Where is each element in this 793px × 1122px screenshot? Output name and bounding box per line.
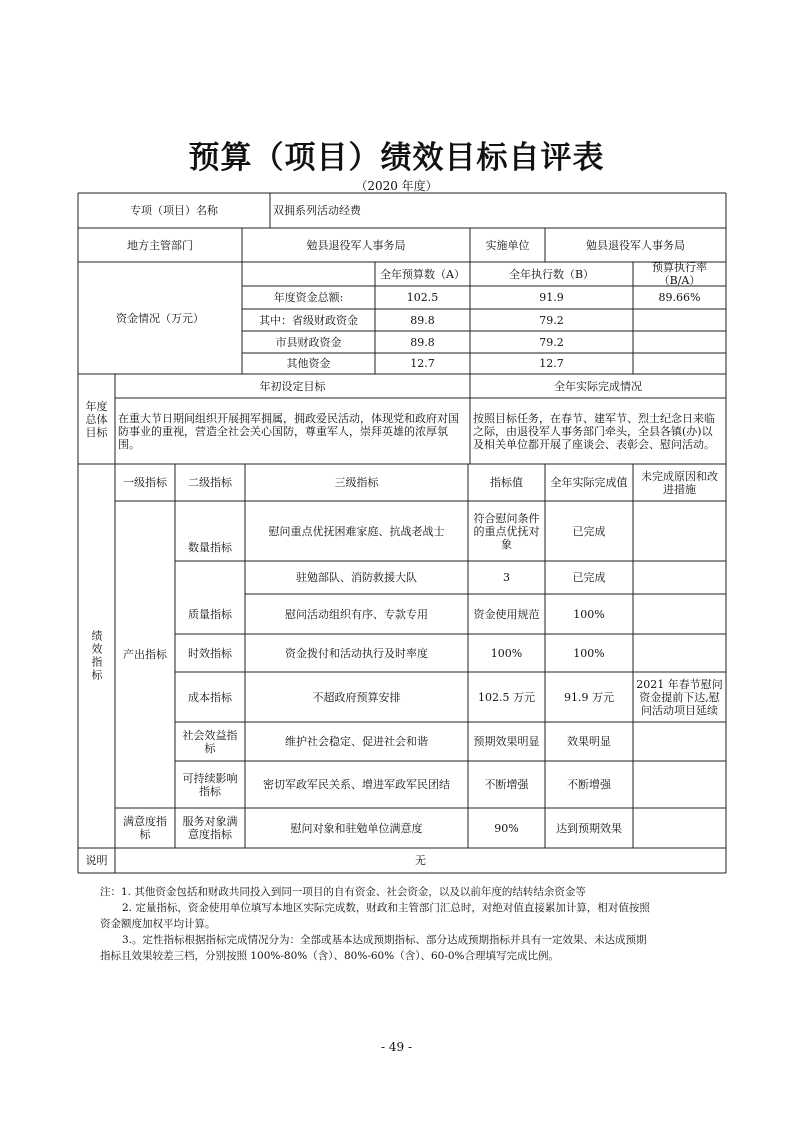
perf-row-l3: 资金拨付和活动执行及时率度 bbox=[285, 646, 428, 660]
perf-row-target: 3 bbox=[503, 571, 510, 584]
note-2-cont: 资金额度加权平均计算。 bbox=[100, 918, 216, 930]
perf-row-reason bbox=[633, 501, 726, 561]
perf-l1-satisfaction: 满意度指标 bbox=[123, 815, 167, 841]
perf-row-l2: 可持续影响指标 bbox=[182, 771, 238, 798]
perf-row-actual: 100% bbox=[573, 646, 605, 660]
perf-row-reason bbox=[633, 594, 726, 634]
goals-done-text: 按照目标任务，在春节、建军节、烈士纪念日来临之际，由退役军人事务部门牵头，全县各镇(办)以及相关单位都开展了座谈会、表彰会、慰问活动。 bbox=[473, 411, 715, 451]
perf-row-target: 资金使用规范 bbox=[473, 607, 540, 621]
funds-row-budget: 89.8 bbox=[410, 335, 435, 349]
perf-l1-output: 产出指标 bbox=[123, 648, 167, 661]
perf-row-actual: 不断增强 bbox=[567, 778, 611, 791]
perf-h-reason: 未完成原因和改进措施 bbox=[641, 469, 718, 496]
funds-row-rate bbox=[633, 353, 726, 374]
perf-h-target: 指标值 bbox=[490, 476, 523, 489]
funds-row-exec: 79.2 bbox=[539, 313, 564, 327]
perf-row-l2: 社会效益指标 bbox=[182, 728, 238, 755]
perf-row-l2: 数量指标 bbox=[188, 541, 232, 554]
perf-row-actual: 100% bbox=[573, 607, 605, 621]
funds-row-name: 年度资金总额: bbox=[273, 291, 344, 304]
perf-row-target: 102.5 万元 bbox=[478, 690, 535, 704]
dept-label: 地方主管部门 bbox=[127, 238, 193, 252]
funds-row-budget: 12.7 bbox=[410, 357, 435, 370]
perf-row-reason: 2021 年春节慰问资金提前下达,慰问活动项目延续 bbox=[636, 677, 723, 717]
note-3-cont: 指标且效果较差三档，分别按照 100%-80%（含）、80%-60%（含）、60-0%合理填写完成比例。 bbox=[100, 950, 560, 962]
perf-row-target: 符合慰问条件的重点优抚对象 bbox=[473, 511, 540, 551]
perf-row-target: 不断增强 bbox=[484, 778, 529, 791]
impl-label: 实施单位 bbox=[485, 238, 530, 252]
funds-row-name: 其中：省级财政资金 bbox=[259, 313, 358, 327]
perf-row-target: 100% bbox=[490, 646, 523, 660]
remark-label: 说明 bbox=[85, 854, 108, 867]
funds-row-exec: 12.7 bbox=[539, 357, 564, 370]
perf-row-l2: 时效指标 bbox=[188, 646, 232, 660]
perf-row-actual: 91.9 万元 bbox=[564, 690, 614, 704]
perf-row-reason bbox=[633, 634, 726, 672]
funds-header-exec: 全年执行数（B） bbox=[508, 267, 595, 281]
project-label: 专项（项目）名称 bbox=[130, 204, 218, 217]
perf-h-actual: 全年实际完成值 bbox=[550, 476, 628, 489]
perf-row-actual: 已完成 bbox=[572, 571, 606, 584]
funds-row-rate: 89.66% bbox=[658, 291, 701, 304]
perf-label: 绩效指标 bbox=[90, 630, 103, 682]
note-1: 注：1. 其他资金包括和财政共同投入到同一项目的自有资金、社会资金，以及以前年度的结转结余资金等 bbox=[100, 886, 586, 898]
remark-value: 无 bbox=[415, 854, 426, 867]
funds-row-exec: 79.2 bbox=[539, 335, 564, 349]
page-title: 预算（项目）绩效目标自评表 bbox=[188, 140, 605, 176]
goals-set-header: 年初设定目标 bbox=[259, 379, 326, 393]
perf-h-l2: 二级指标 bbox=[188, 476, 232, 489]
impl-value: 勉县退役军人事务局 bbox=[586, 238, 685, 252]
perf-row-reason bbox=[633, 722, 726, 761]
dept-value: 勉县退役军人事务局 bbox=[306, 238, 406, 252]
perf-row-l2: 质量指标 bbox=[188, 607, 232, 621]
goals-set-text: 在重大节日期间组织开展拥军拥属，拥政爱民活动，体现党和政府对国防事业的重视，营造全社会关心国防，尊重军人，崇拜英雄的浓厚氛围。 bbox=[118, 411, 459, 451]
perf-row-l3: 慰问活动组织有序、专款专用 bbox=[285, 607, 428, 621]
funds-label: 资金情况（万元） bbox=[116, 311, 204, 325]
footnotes bbox=[100, 884, 750, 964]
goals-label: 年度总体目标 bbox=[85, 399, 108, 439]
perf-row-target: 预期效果明显 bbox=[473, 735, 540, 748]
perf-row-l3: 慰问重点优抚困难家庭、抗战老战士 bbox=[268, 524, 445, 538]
perf-row-actual: 已完成 bbox=[572, 524, 606, 538]
note-3: 3.。定性指标根据指标完成情况分为：全部或基本达成预期指标、部分达成预期指标并具有一定效果、未达成预期 bbox=[122, 934, 647, 946]
funds-row-budget: 102.5 bbox=[406, 291, 439, 304]
perf-row-l3: 维护社会稳定、促进社会和谐 bbox=[285, 735, 428, 748]
perf-row-l3: 不超政府预算安排 bbox=[312, 690, 401, 704]
perf-row-l3: 慰问对象和驻勉单位满意度 bbox=[290, 821, 423, 835]
perf-row-reason bbox=[633, 561, 726, 594]
year-label: （2020 年度） bbox=[355, 179, 438, 193]
perf-row-reason bbox=[633, 808, 726, 848]
goals-done-header: 全年实际完成情况 bbox=[554, 379, 642, 393]
funds-row-budget: 89.8 bbox=[410, 313, 435, 327]
perf-row-l3: 驻勉部队、消防救援大队 bbox=[296, 571, 417, 584]
funds-row-exec: 91.9 bbox=[539, 291, 564, 304]
perf-row-actual: 达到预期效果 bbox=[556, 821, 622, 835]
page-number: - 49 - bbox=[380, 1040, 412, 1054]
funds-row-rate bbox=[633, 309, 726, 331]
funds-header-rate: 预算执行率（B/A） bbox=[652, 261, 707, 287]
perf-row-target: 90% bbox=[494, 821, 519, 835]
perf-row-l2: 服务对象满意度指标 bbox=[182, 815, 238, 841]
perf-row-reason bbox=[633, 761, 726, 808]
perf-h-l1: 一级指标 bbox=[123, 476, 167, 489]
perf-row-actual: 效果明显 bbox=[567, 735, 611, 748]
funds-header-budget: 全年预算数（A） bbox=[380, 267, 465, 281]
note-2: 2. 定量指标，资金使用单位填写本地区实际完成数，财政和主管部门汇总时，对绝对值直接累加计算，相对值按照 bbox=[122, 902, 650, 914]
funds-row-rate bbox=[633, 331, 726, 353]
funds-row-name: 其他资金 bbox=[286, 357, 331, 370]
perf-row-l3: 密切军政军民关系、增进军政军民团结 bbox=[263, 778, 450, 791]
perf-row-l2: 成本指标 bbox=[188, 690, 232, 704]
funds-row-name: 市县财政资金 bbox=[275, 335, 342, 349]
project-value: 双拥系列活动经费 bbox=[273, 204, 361, 217]
perf-h-l3: 三级指标 bbox=[334, 476, 379, 489]
